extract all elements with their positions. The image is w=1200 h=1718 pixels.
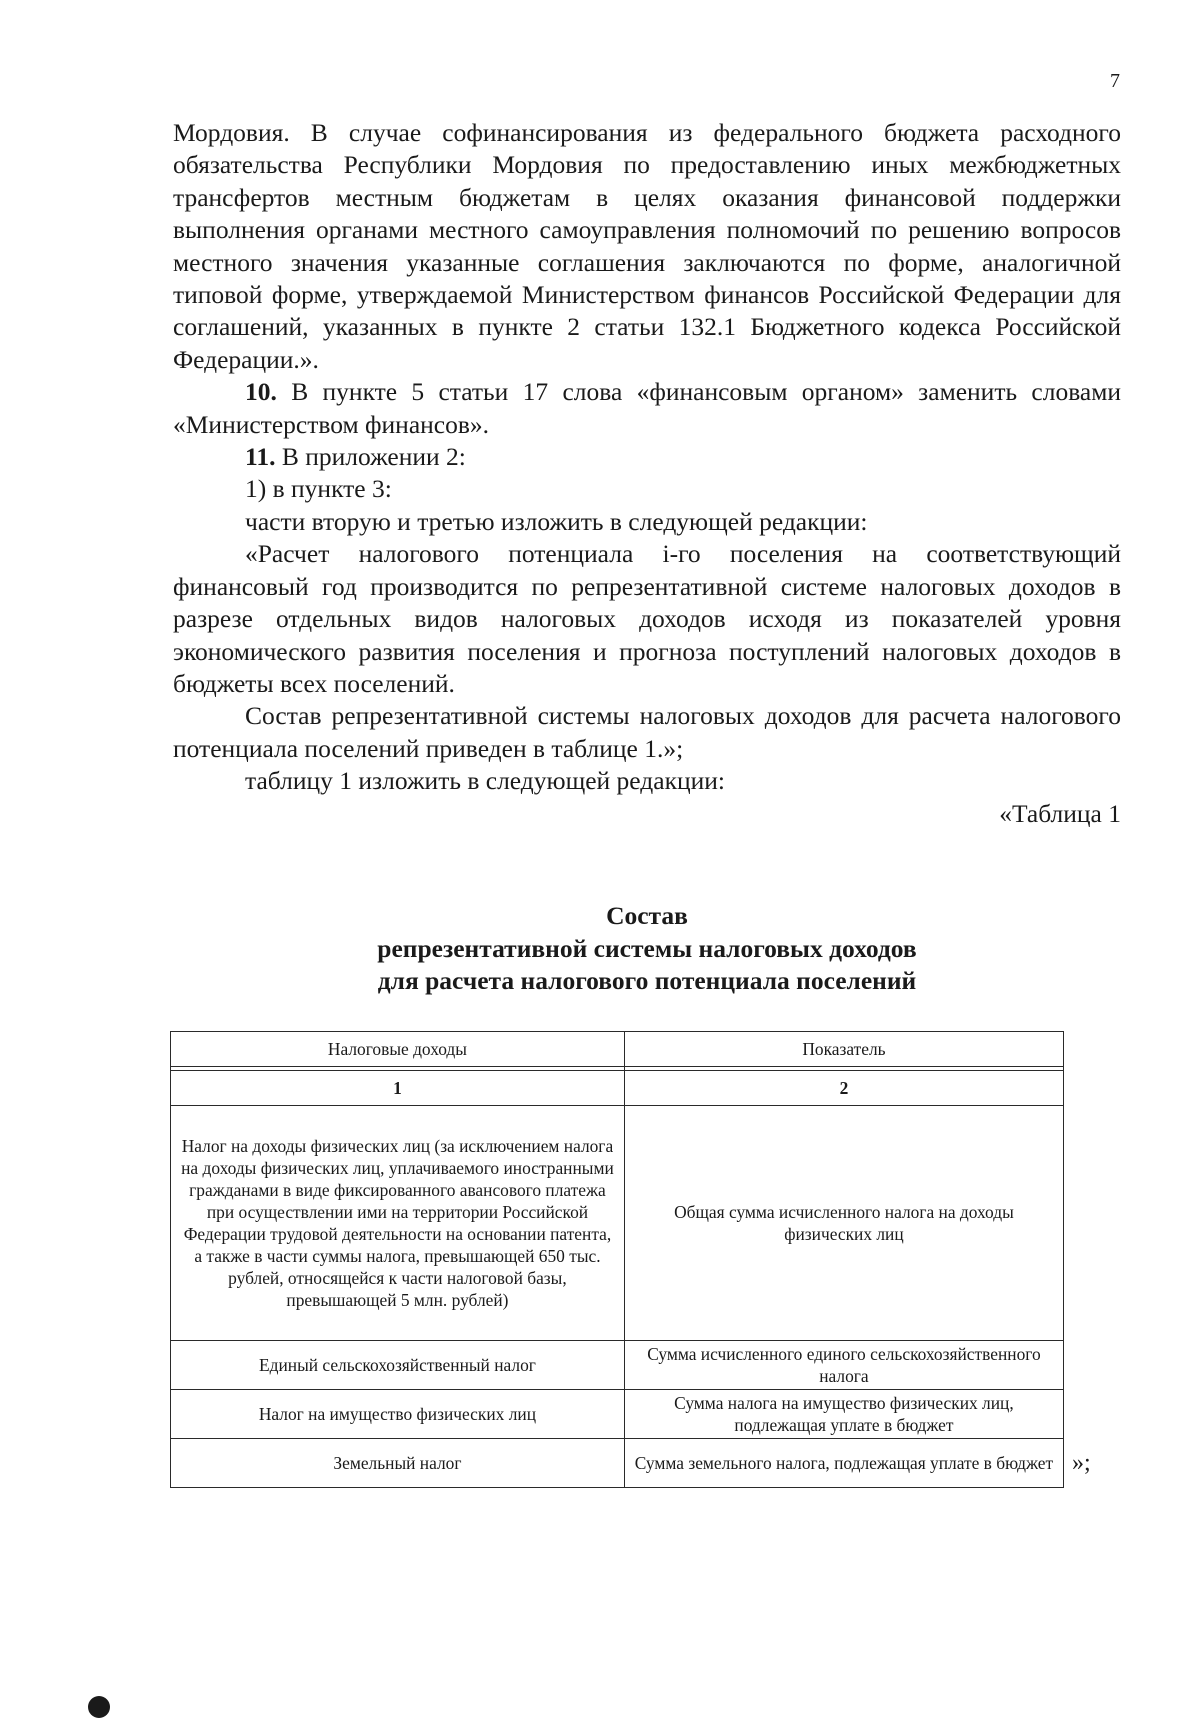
- header-indicator: Показатель: [624, 1032, 1063, 1067]
- table-row: [171, 1390, 1064, 1439]
- column-number-1: 1: [171, 1071, 625, 1106]
- paragraph-subitem-1: 1) в пункте 3:: [245, 474, 392, 504]
- paragraph-composition: Состав репрезентативной системы налоговых доходов для расчета налогового потенциала поселений приведен в таблице 1.»;: [173, 701, 1121, 763]
- table-row: [171, 1439, 1064, 1488]
- tax-income-cell: Налог на имущество физических лиц: [171, 1390, 625, 1439]
- header-tax-income: Налоговые доходы: [171, 1032, 625, 1067]
- table-header-row: [171, 1032, 1064, 1067]
- page-number: 7: [1110, 70, 1120, 92]
- column-number-2: 2: [624, 1071, 1063, 1106]
- table-row: [171, 1341, 1064, 1390]
- closing-quote-mark: »;: [1072, 1450, 1091, 1476]
- indicator-cell: Сумма исчисленного единого сельскохозяйственного налога: [624, 1341, 1063, 1390]
- item-10-text: В пункте 5 статьи 17 слова «финансовым органом» заменить словами «Министерством финансов».: [173, 377, 1122, 439]
- indicator-cell: Сумма налога на имущество физических лиц, подлежащая уплате в бюджет: [624, 1390, 1063, 1439]
- paragraph-parts: части вторую и третью изложить в следующей редакции:: [245, 506, 868, 536]
- table-column-number-row: [171, 1071, 1064, 1106]
- body-text: [173, 117, 1121, 830]
- table-title-line-1: Состав: [606, 901, 688, 930]
- tax-income-cell: Налог на доходы физических лиц (за исключением налога на доходы физических лиц, уплачиваемого иностранными гражданами в виде фиксированного авансового платежа при осуществлении ими на территории Российской Федерации трудовой деятельности на основании патента, а также в части суммы налога, превышающей 650 тыс. рублей, относящейся к части налоговой базы, превышающей 5 млн. рублей): [171, 1106, 625, 1341]
- item-11-text: В приложении 2:: [281, 442, 466, 472]
- table-row: [171, 1106, 1064, 1341]
- table-label: «Таблица 1: [999, 798, 1121, 828]
- table-title-line-3: для расчета налогового потенциала поселений: [377, 966, 917, 995]
- scan-mark: [88, 1696, 110, 1718]
- paragraph-table-intro: таблицу 1 изложить в следующей редакции:: [245, 766, 725, 796]
- paragraph-calculation: «Расчет налогового потенциала i-го поселения на соответствующий финансовый год производится по репрезентативной системе налоговых доходов в разрезе отдельных видов налоговых доходов исходя из показателей уровня экономического развития поселения и прогноза поступлений налоговых доходов в бюджеты всех поселений.: [173, 539, 1121, 698]
- item-number-11: 11.: [245, 442, 276, 472]
- table-title-line-2: репрезентативной системы налоговых доходов: [377, 933, 917, 963]
- indicator-cell: Общая сумма исчисленного налога на доходы физических лиц: [624, 1106, 1063, 1341]
- item-number-10: 10.: [245, 377, 277, 407]
- tax-income-cell: Единый сельскохозяйственный налог: [171, 1341, 625, 1390]
- indicator-cell: Сумма земельного налога, подлежащая уплате в бюджет: [624, 1439, 1063, 1488]
- paragraph-item-10: [173, 376, 1121, 441]
- paragraph-item-11: [173, 441, 1121, 473]
- paragraph-continuation: Мордовия. В случае софинансирования из федерального бюджета расходного обязательства Республики Мордовия по предоставлению иных межбюджетных трансфертов местным бюджетам в целях оказания финансовой поддержки выполнения органами местного самоуправления полномочий по решению вопросов местного значения указанные соглашения заключаются по форме, аналогичной типовой форме, утверждаемой Министерством финансов Российской Федерации для соглашений, указанных в пункте 2 статьи 132.1 Бюджетного кодекса Российской Федерации.».: [173, 118, 1121, 374]
- tax-income-cell: Земельный налог: [171, 1439, 625, 1488]
- tax-income-table: [170, 1031, 1064, 1488]
- table-title: [173, 900, 1121, 998]
